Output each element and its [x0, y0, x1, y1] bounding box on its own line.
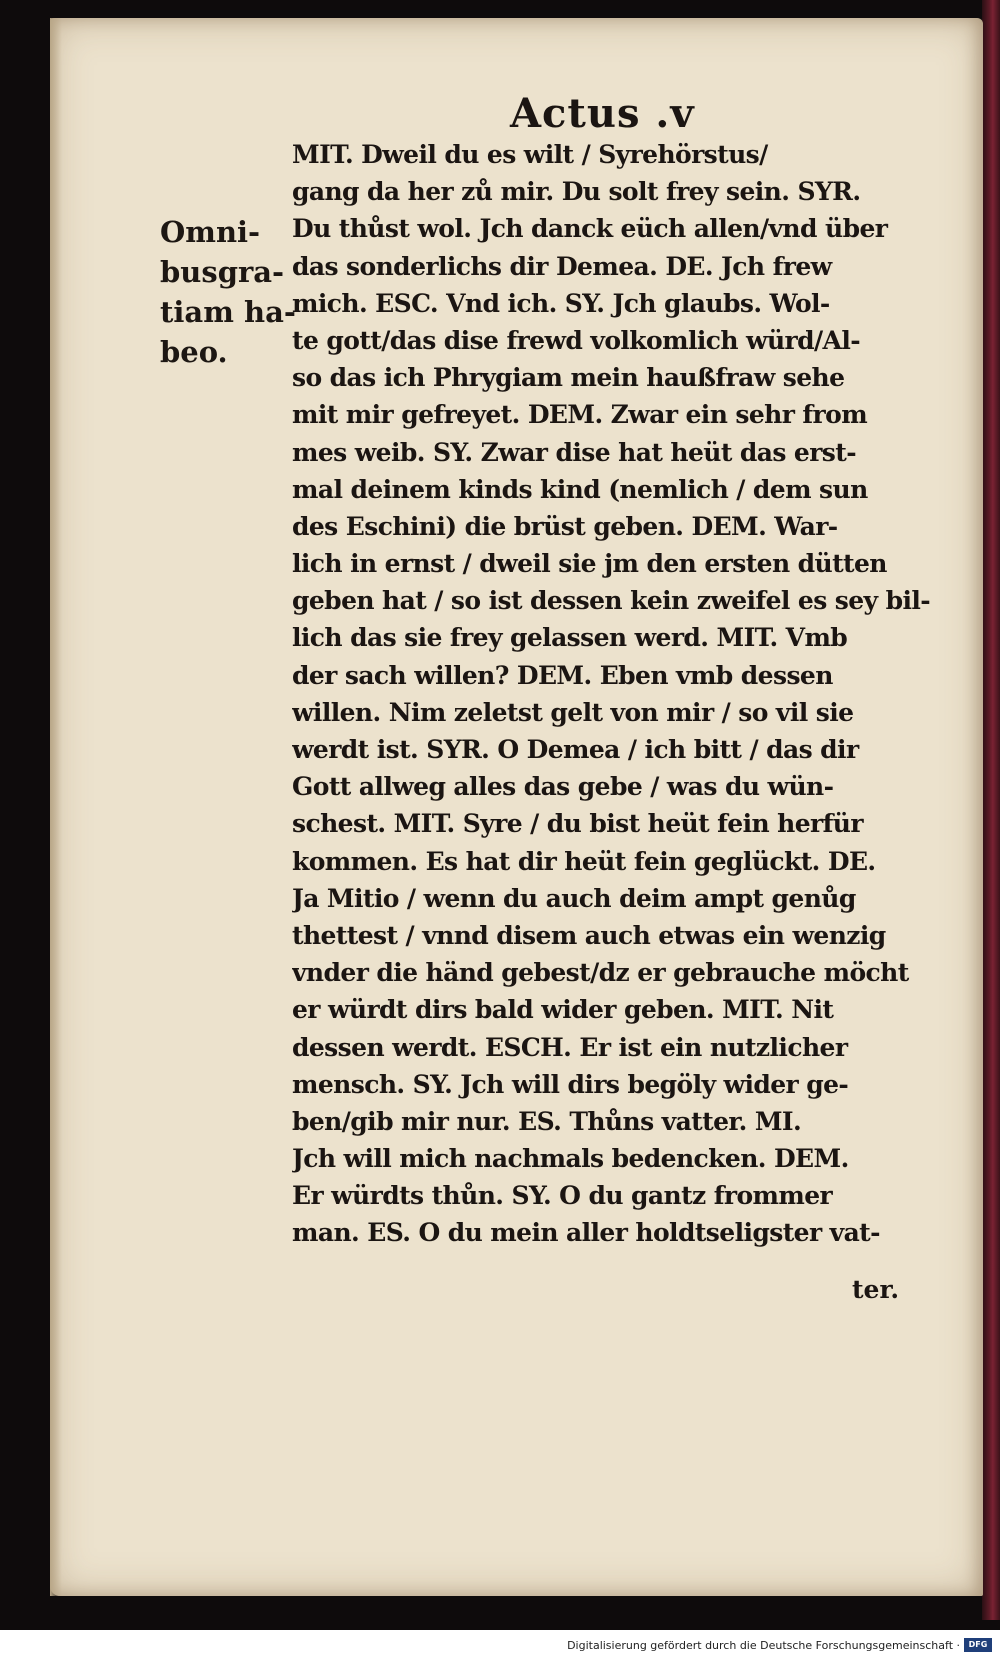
text-line: mensch. SY. Jch will dirs begöly wider ge- — [292, 1069, 849, 1099]
text-line: schest. MIT. Syre / du bist heüt fein herfür — [292, 809, 863, 839]
text-line: MIT. Dweil du es wilt / Syrehörstus/ — [292, 140, 768, 169]
marginal-note-line: Omni- — [160, 215, 261, 249]
book-spine — [982, 0, 1000, 1620]
text-line: dessen werdt. ESCH. Er ist ein nutzlicher — [292, 1032, 848, 1062]
text-line: Du thůst wol. Jch danck eüch allen/vnd über — [292, 214, 888, 244]
digitization-footer — [0, 1630, 1000, 1665]
marginal-note-line: busgra- — [160, 255, 285, 289]
text-line: vnder die händ gebest/dz er gebrauche möcht — [292, 958, 909, 988]
text-line: willen. Nim zeletst gelt von mir / so vil sie — [292, 697, 854, 727]
text-line: gang da her zů mir. Du solt frey sein. SYR. — [292, 177, 861, 207]
text-line: mal deinem kinds kind (nemlich / dem sun — [292, 474, 868, 504]
text-line: Er würdts thůn. SY. O du gantz frommer — [292, 1181, 833, 1211]
text-line: lich das sie frey gelassen werd. MIT. Vmb — [292, 623, 848, 653]
text-line: geben hat / so ist dessen kein zweifel es sey bil- — [292, 586, 931, 616]
text-line: der sach willen? DEM. Eben vmb dessen — [292, 660, 833, 690]
text-line: des Eschini) die brüst geben. DEM. War- — [292, 511, 838, 541]
page-heading: Actus .v — [510, 90, 695, 137]
marginal-note — [160, 212, 295, 372]
text-line: das sonderlichs dir Demea. DE. Jch frew — [292, 251, 832, 281]
text-line: so das ich Phrygiam mein haußfraw sehe — [292, 363, 845, 393]
text-line: lich in ernst / dweil sie jm den ersten dütten — [292, 549, 887, 579]
marginal-note-line: beo. — [160, 335, 228, 369]
footer-credit: Digitalisierung gefördert durch die Deutsche Forschungsgemeinschaft · — [567, 1639, 960, 1652]
text-line: mit mir gefreyet. DEM. Zwar ein sehr from — [292, 400, 868, 430]
text-line: mes weib. SY. Zwar dise hat heüt das erst- — [292, 437, 857, 467]
text-line: werdt ist. SYR. O Demea / ich bitt / das dir — [292, 735, 859, 764]
marginal-note-line: tiam ha- — [160, 295, 296, 329]
text-line: kommen. Es hat dir heüt fein geglückt. DE. — [292, 846, 876, 876]
text-line: ben/gib mir nur. ES. Thůns vatter. MI. — [292, 1106, 802, 1136]
text-line: Gott allweg alles das gebe / was du wün- — [292, 772, 834, 802]
text-line: thettest / vnnd disem auch etwas ein wenzig — [292, 920, 886, 950]
dfg-logo: DFG — [964, 1638, 992, 1652]
text-line: mich. ESC. Vnd ich. SY. Jch glaubs. Wol- — [292, 288, 830, 318]
text-line: er würdt dirs bald wider geben. MIT. Nit — [292, 995, 834, 1025]
text-line: Ja Mitio / wenn du auch deim ampt genůg — [292, 883, 856, 913]
text-line: Jch will mich nachmals bedencken. DEM. — [292, 1144, 849, 1174]
page-gutter-shadow — [50, 18, 62, 1596]
text-line: man. ES. O du mein aller holdtseligster vat- — [292, 1218, 880, 1248]
catchword: ter. — [852, 1275, 900, 1304]
body-text — [292, 136, 972, 1252]
text-line: te gott/das dise frewd volkomlich würd/Al- — [292, 325, 860, 355]
